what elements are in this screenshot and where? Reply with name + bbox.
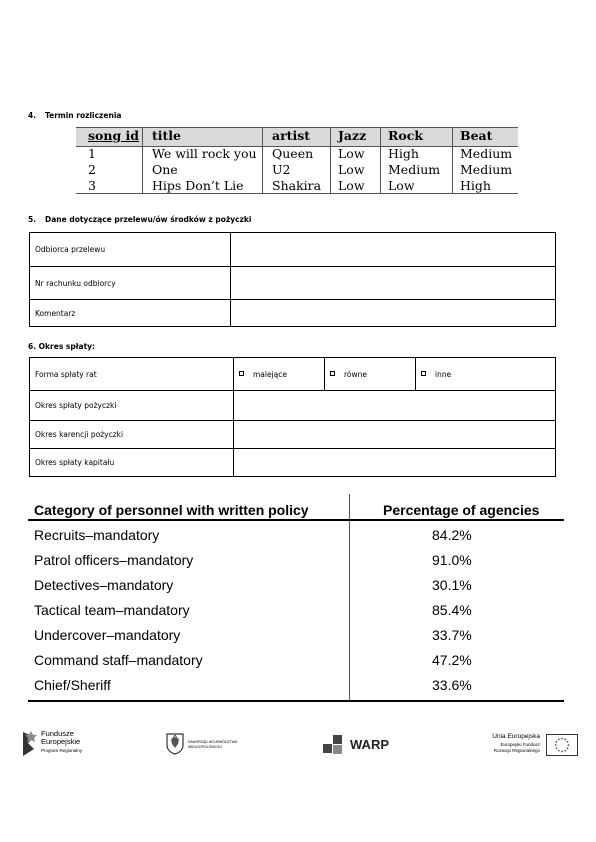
field-odbiorca[interactable] — [231, 233, 556, 267]
field-komentarz[interactable] — [231, 300, 556, 327]
personnel-header-percentage: Percentage of agencies — [383, 502, 540, 518]
personnel-percentage: 85.4% — [432, 602, 472, 618]
song-cell: Low — [338, 178, 365, 193]
fundusze-star-icon — [20, 729, 38, 759]
personnel-percentage: 33.6% — [432, 677, 472, 693]
personnel-category: Patrol officers–mandatory — [34, 552, 194, 568]
song-cell: 2 — [88, 162, 96, 177]
song-cell: High — [460, 178, 491, 193]
warp-logo — [323, 735, 403, 755]
option-label: inne — [435, 369, 452, 379]
eu-flag-icon — [546, 734, 578, 756]
option-malejace[interactable] — [234, 358, 325, 391]
option-inne[interactable] — [416, 358, 556, 391]
field-nr-rachunku[interactable] — [231, 267, 556, 300]
song-cell: 1 — [88, 146, 96, 161]
personnel-percentage: 84.2% — [432, 527, 472, 543]
ue-line3: Rozwoju Regionalnego — [493, 748, 540, 753]
song-cell: Low — [338, 162, 365, 177]
personnel-category: Recruits–mandatory — [34, 527, 160, 543]
label-okres-splaty: Okres spłaty pożyczki — [30, 391, 234, 421]
personnel-category: Tactical team–mandatory — [34, 602, 190, 618]
personnel-percentage: 33.7% — [432, 627, 472, 643]
field-okres-splaty[interactable] — [234, 391, 556, 421]
personnel-category: Chief/Sheriff — [34, 677, 111, 693]
personnel-header-category: Category of personnel with written policy — [34, 502, 309, 518]
song-cell: Hips Don’t Lie — [152, 178, 244, 193]
song-cell: Queen — [272, 146, 314, 161]
option-label: malejące — [253, 369, 288, 379]
song-table-divider — [262, 127, 263, 194]
song-header-jazz: Jazz — [338, 128, 367, 143]
label-komentarz: Komentarz — [30, 300, 231, 327]
song-cell: Low — [388, 178, 415, 193]
ue-line1: Unia Europejska — [492, 733, 540, 740]
song-table-divider — [380, 127, 381, 194]
personnel-percentage: 47.2% — [432, 652, 472, 668]
personnel-table-rule — [28, 519, 564, 521]
label-nr-rachunku: Nr rachunku odbiorcy — [30, 267, 231, 300]
label-okres-kapitalu: Okres spłaty kapitału — [30, 449, 234, 477]
section-4-label: Termin rozliczenia — [45, 111, 122, 120]
song-cell: Shakira — [272, 178, 322, 193]
label-okres-karencji: Okres karencji pożyczki — [30, 421, 234, 449]
song-header-title: title — [152, 128, 181, 143]
song-cell: 3 — [88, 178, 96, 193]
song-table-divider — [452, 127, 453, 194]
label-forma-splaty: Forma spłaty rat — [30, 358, 234, 391]
field-okres-karencji[interactable] — [234, 421, 556, 449]
warp-name: WARP — [350, 737, 389, 752]
fundusze-line1: Fundusze — [41, 729, 74, 738]
section-5-title — [28, 215, 252, 224]
song-cell: Low — [338, 146, 365, 161]
samorzad-line2: WIELKOPOLSKIEGO — [188, 745, 223, 749]
song-header-artist: artist — [272, 128, 311, 143]
fundusze-logo — [20, 729, 100, 759]
song-header-rock: Rock — [388, 128, 423, 143]
personnel-percentage: 91.0% — [432, 552, 472, 568]
option-label: równe — [344, 369, 368, 379]
song-cell: Medium — [460, 146, 513, 161]
song-table — [76, 127, 518, 194]
personnel-table-divider — [349, 494, 350, 700]
song-cell: We will rock you — [152, 146, 257, 161]
section-5-number: 5. — [28, 215, 37, 224]
label-odbiorca: Odbiorca przelewu — [30, 233, 231, 267]
song-table-divider — [142, 127, 143, 194]
fundusze-line2: Europejskie — [41, 737, 81, 746]
ue-logo — [478, 731, 578, 759]
checkbox-icon[interactable] — [239, 371, 244, 376]
personnel-percentage: 30.1% — [432, 577, 472, 593]
section-4-number: 4. — [28, 111, 37, 120]
personnel-category: Detectives–mandatory — [34, 577, 174, 593]
section-6-title: 6. Okres spłaty: — [28, 342, 96, 351]
warp-mark-icon — [323, 735, 347, 755]
personnel-table-rule — [28, 700, 564, 702]
samorzad-logo — [166, 733, 256, 755]
repayment-table — [29, 357, 556, 477]
checkbox-icon[interactable] — [421, 371, 426, 376]
song-cell: U2 — [272, 162, 291, 177]
song-cell: One — [152, 162, 178, 177]
song-cell: Medium — [460, 162, 513, 177]
personnel-category: Command staff–mandatory — [34, 652, 203, 668]
option-rowne[interactable] — [325, 358, 416, 391]
checkbox-icon[interactable] — [330, 371, 335, 376]
song-table-divider — [330, 127, 331, 194]
transfer-table — [29, 232, 556, 327]
ue-line2: Europejski Fundusz — [500, 742, 540, 747]
samorzad-line1: SAMORZĄD WOJEWÓDZTWA — [188, 740, 238, 744]
song-header-id: song id — [88, 128, 140, 143]
song-cell: Medium — [388, 162, 441, 177]
coat-of-arms-icon — [166, 733, 184, 755]
field-okres-kapitalu[interactable] — [234, 449, 556, 477]
song-cell: High — [388, 146, 419, 161]
section-5-label: Dane dotyczące przelewu/ów środków z pożyczki — [45, 215, 252, 224]
song-header-beat: Beat — [460, 128, 493, 143]
fundusze-line3: Program Regionalny — [41, 748, 83, 753]
personnel-category: Undercover–mandatory — [34, 627, 181, 643]
section-4-title — [28, 111, 121, 120]
